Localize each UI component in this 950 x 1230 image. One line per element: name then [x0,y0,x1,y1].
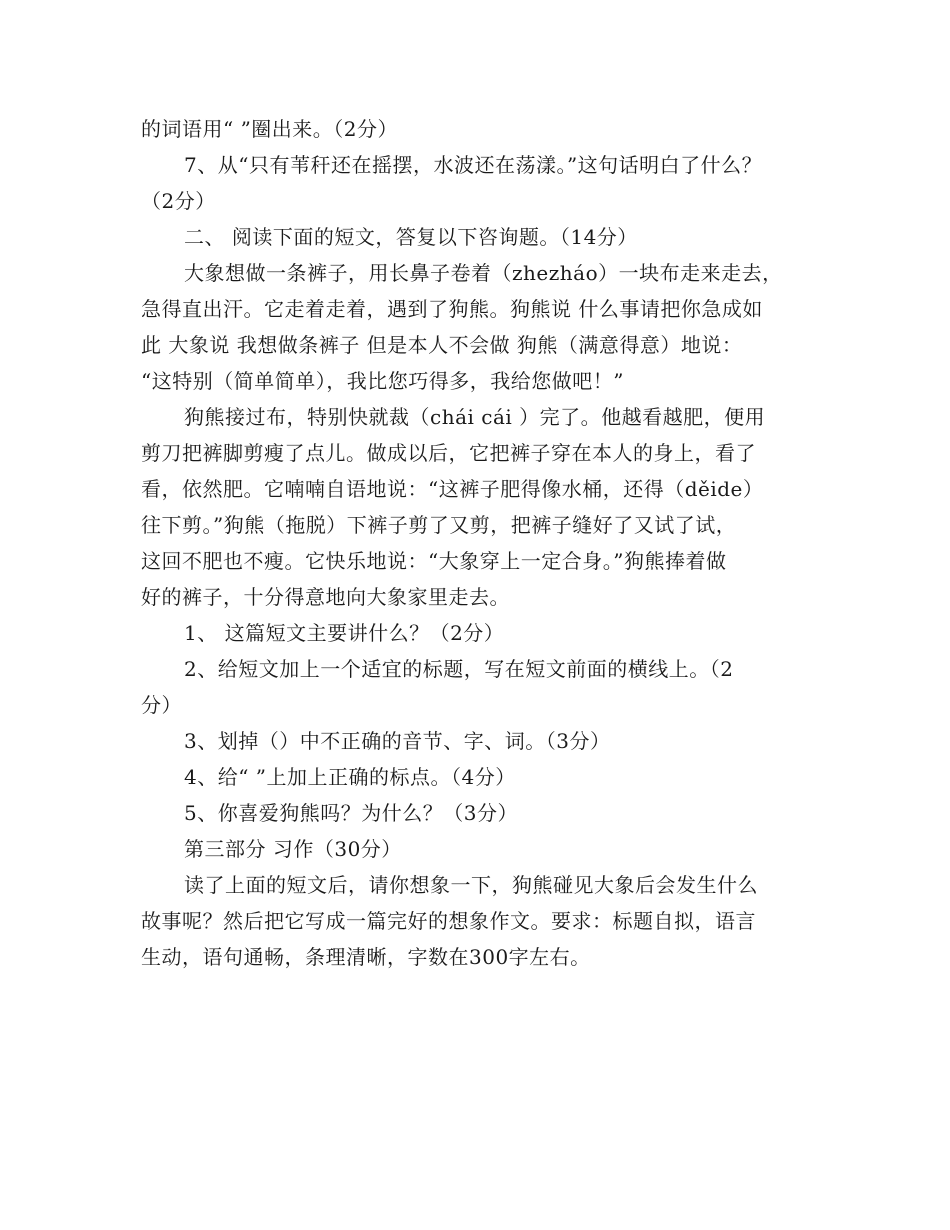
text-line: 大象想做一条裤子，用长鼻子卷着（zhezháo）一块布走来走去， [184,261,783,285]
question-item: 2、给短文加上一个适宜的标题，写在短文前面的横线上。（2 [184,657,734,681]
text-line: “这特别（简单简单），我比您巧得多，我给您做吧！” [141,369,624,393]
text-line: 狗熊接过布，特别快就裁（chái cái ）完了。他越看越肥，便用 [184,405,766,429]
question-item: 5、你喜爱狗熊吗？为什么？（3分） [184,801,518,825]
text-line: 分） [141,693,182,717]
text-line: 这回不肥也不瘦。它快乐地说：“大象穿上一定合身。”狗熊捧着做 [141,549,727,573]
question-item: 4、给“ ”上加上正确的标点。（4分） [184,765,516,789]
text-line: 的词语用“ ”圈出来。（2分） [141,117,399,141]
text-line: 好的裤子，十分得意地向大象家里走去。 [141,585,510,609]
text-line: 故事呢？然后把它写成一篇完好的想象作文。要求：标题自拟，语言 [141,909,756,933]
text-line: 剪刀把裤脚剪瘦了点儿。做成以后，它把裤子穿在本人的身上，看了 [141,441,756,465]
text-line: 读了上面的短文后，请你想象一下，狗熊碰见大象后会发生什么 [184,873,758,897]
section-heading: 二、 阅读下面的短文，答复以下咨询题。（14分） [184,225,638,249]
text-line: 往下剪。”狗熊（拖脱）下裤子剪了又剪，把裤子缝好了又试了试， [141,513,737,537]
question-item: 1、 这篇短文主要讲什么？（2分） [184,621,505,645]
question-item: 3、划掉（）中不正确的音节、字、词。（3分） [184,729,611,753]
section-heading: 第三部分 习作（30分） [184,837,402,861]
text-line: 急得直出汗。它走着走着，遇到了狗熊。狗熊说 什么事请把你急成如 [141,297,763,321]
text-line: 7、从“只有苇秆还在摇摆，水波还在荡漾。”这句话明白了什么？ [184,153,763,177]
text-line: 此 大象说 我想做条裤子 但是本人不会做 狗熊（满意得意）地说： [141,333,743,357]
text-line: （2分） [141,189,216,213]
text-line: 生动，语句通畅，条理清晰，字数在300字左右。 [141,945,591,969]
text-line: 看，依然肥。它喃喃自语地说：“这裤子肥得像水桶，还得（děide） [141,477,764,501]
